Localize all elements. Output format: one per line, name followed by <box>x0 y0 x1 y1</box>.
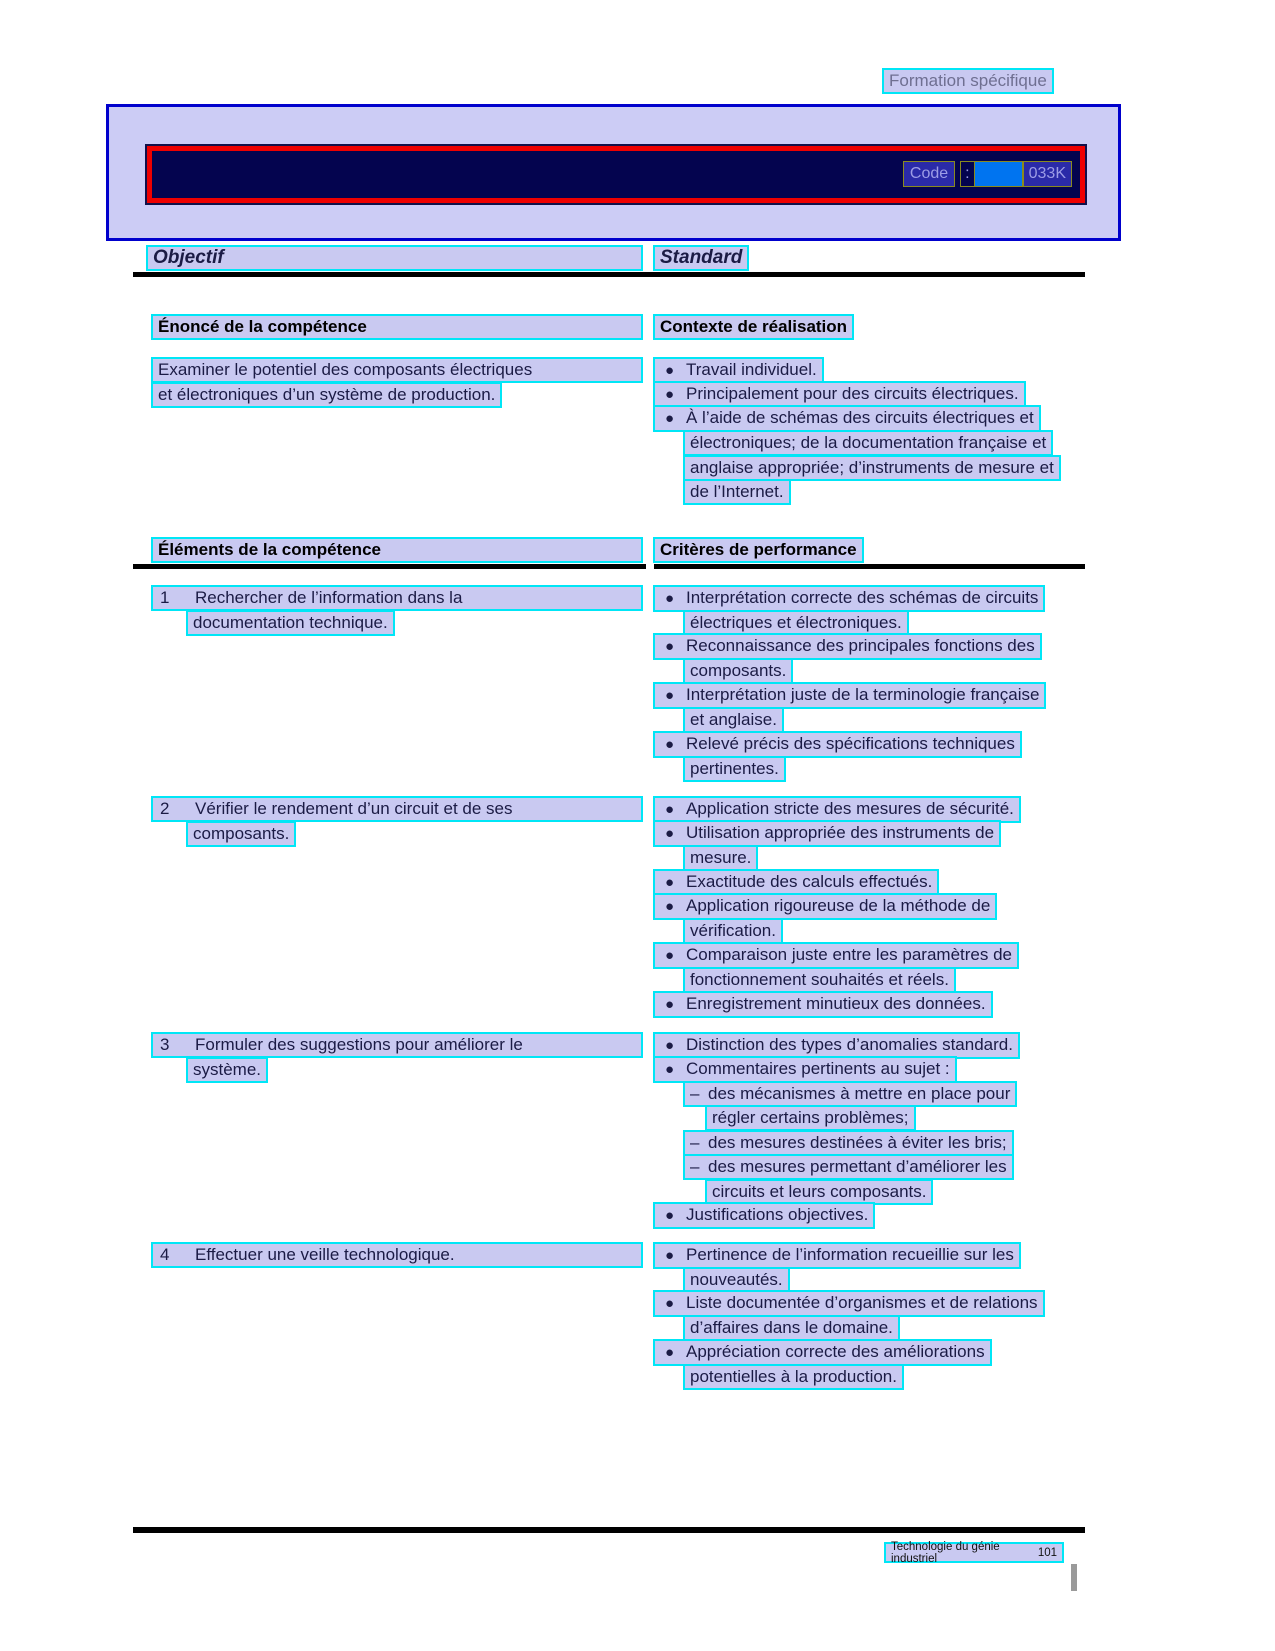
bullet-item: ● Pertinence de l’information recueillie sur les <box>655 1244 1019 1267</box>
item-line: composants. <box>188 823 294 845</box>
bullet-icon: ● <box>665 410 675 428</box>
bullet-item: ● Interprétation juste de la terminologie française <box>655 684 1044 707</box>
bullet-line: pertinentes. <box>685 758 784 780</box>
section1-headers <box>133 315 1085 339</box>
footer-text: Technologie du génie industriel <box>891 1540 1000 1565</box>
bullet-icon: ● <box>665 898 675 916</box>
bullet-item: ● Principalement pour des circuits électriques. <box>655 383 1024 406</box>
bullet-icon: ● <box>665 825 675 843</box>
item-line: 2 Vérifier le rendement d’un circuit et de ses <box>153 798 641 820</box>
sub-bullet-item: – des mécanismes à mettre en place pour <box>685 1083 1015 1105</box>
enonce-header: Énoncé de la compétence <box>153 316 641 338</box>
code-highlight-fill <box>975 161 1023 187</box>
text-cursor-mark <box>1071 1564 1077 1591</box>
item-line: 1 Rechercher de l’information dans la <box>153 587 641 609</box>
running-head: Formation spécifique <box>884 70 1052 92</box>
contexte-header: Contexte de réalisation <box>655 316 852 338</box>
bullet-item: ● Distinction des types d’anomalies standard. <box>655 1034 1018 1057</box>
bullet-line: potentielles à la production. <box>685 1366 902 1388</box>
bullet-item: ● Comparaison juste entre les paramètres de <box>655 944 1017 967</box>
bullet-icon: ● <box>665 361 675 379</box>
standard-heading: Standard <box>655 247 747 269</box>
sub-bullet-line: circuits et leurs composants. <box>707 1181 931 1203</box>
footer-rule <box>133 1527 1085 1533</box>
criteres-header: Critères de performance <box>655 539 862 561</box>
bullet-icon: ● <box>665 995 675 1013</box>
bullet-icon: ● <box>665 687 675 705</box>
bullet-line: électroniques; de la documentation française et <box>685 432 1051 454</box>
criteria-bullet-list <box>655 1243 1085 1389</box>
bullet-item: ● Exactitude des calculs effectués. <box>655 871 937 894</box>
competence-item-1 <box>133 586 1085 781</box>
bullet-line: nouveautés. <box>685 1269 788 1291</box>
item-line: 3 Formuler des suggestions pour améliorer le <box>153 1034 641 1056</box>
criteria-bullet-list <box>655 586 1085 781</box>
bullet-item: ● Relevé précis des spécifications techniques <box>655 733 1020 756</box>
bullet-icon: ● <box>665 1036 675 1054</box>
context-bullet-list <box>655 358 1085 504</box>
item-number: 4 <box>160 1245 170 1265</box>
section-divider <box>133 272 1085 277</box>
bullet-line: vérification. <box>685 920 781 942</box>
code-separator: : <box>960 161 974 187</box>
elements-header: Éléments de la compétence <box>153 539 641 561</box>
statement-line: Examiner le potentiel des composants électriques <box>153 359 641 381</box>
bullet-item: ● Utilisation appropriée des instruments de <box>655 822 999 845</box>
sub-bullet-item: – des mesures permettant d’améliorer les <box>685 1156 1012 1178</box>
bullet-icon: ● <box>665 1295 675 1313</box>
bullet-line: électriques et électroniques. <box>685 612 907 634</box>
criteria-bullet-list <box>655 797 1085 1017</box>
header-panel <box>106 104 1121 241</box>
bullet-icon: ● <box>665 736 675 754</box>
bullet-item: ● Enregistrement minutieux des données. <box>655 993 991 1016</box>
bullet-icon: ● <box>665 800 675 818</box>
code-value: 033K <box>1023 161 1072 187</box>
section1-body <box>133 358 1085 504</box>
item-line: 4 Effectuer une veille technologique. <box>153 1244 641 1266</box>
bullet-item: ● Travail individuel. <box>655 359 822 382</box>
objectif-standard-row <box>133 244 1085 271</box>
competence-statement <box>133 358 655 504</box>
footer-page-number: 101 <box>1037 1546 1057 1559</box>
bullet-item: ● Justifications objectives. <box>655 1204 873 1227</box>
bullet-line: composants. <box>685 660 791 682</box>
bullet-line: fonctionnement souhaités et réels. <box>685 969 954 991</box>
competence-item-4 <box>133 1243 1085 1389</box>
bullet-icon: ● <box>665 589 675 607</box>
bullet-icon: ● <box>665 1246 675 1264</box>
criteria-bullet-list <box>655 1033 1085 1228</box>
bullet-icon: ● <box>665 947 675 965</box>
course-code <box>903 161 1072 187</box>
bullet-icon: ● <box>665 873 675 891</box>
bullet-item: ● Liste documentée d’organismes et de relations <box>655 1292 1043 1315</box>
bullet-icon: ● <box>665 1344 675 1362</box>
bullet-item: ● Application stricte des mesures de sécurité. <box>655 798 1019 821</box>
dash-icon: – <box>690 1157 700 1177</box>
objectif-heading: Objectif <box>148 247 641 269</box>
bullet-item: ● Reconnaissance des principales fonctions des <box>655 635 1040 658</box>
bullet-icon: ● <box>665 1207 675 1225</box>
title-banner <box>147 146 1085 203</box>
sub-bullet-line: régler certains problèmes; <box>707 1107 914 1129</box>
bullet-item: ● Application rigoureuse de la méthode de <box>655 895 995 918</box>
bullet-line: anglaise appropriée; d’instruments de mesure et <box>685 457 1059 479</box>
bullet-line: d’affaires dans le domaine. <box>685 1317 898 1339</box>
bullet-line: et anglaise. <box>685 709 782 731</box>
item-number: 3 <box>160 1035 170 1055</box>
dash-icon: – <box>690 1083 700 1103</box>
bullet-item: ● Appréciation correcte des améliorations <box>655 1341 990 1364</box>
bullet-icon: ● <box>665 638 675 656</box>
competence-item-3 <box>133 1033 1085 1228</box>
code-label: Code <box>903 161 955 187</box>
section-divider <box>133 564 1085 569</box>
bullet-line: de l’Internet. <box>685 481 789 503</box>
section2-headers <box>133 538 1085 562</box>
item-number: 1 <box>160 588 170 608</box>
dash-icon: – <box>690 1132 700 1152</box>
item-line: documentation technique. <box>188 612 393 634</box>
bullet-item: ● Commentaires pertinents au sujet : <box>655 1058 955 1081</box>
bullet-item: ● Interprétation correcte des schémas de circuits <box>655 587 1043 610</box>
statement-line: et électroniques d’un système de production. <box>153 384 500 406</box>
bullet-item: ● À l’aide de schémas des circuits électriques et <box>655 407 1039 430</box>
sub-bullet-item: – des mesures destinées à éviter les bris; <box>685 1132 1012 1154</box>
item-number: 2 <box>160 799 170 819</box>
bullet-icon: ● <box>665 1061 675 1079</box>
bullet-line: mesure. <box>685 847 756 869</box>
item-line: système. <box>188 1059 266 1081</box>
bullet-icon: ● <box>665 386 675 404</box>
competence-item-2 <box>133 797 1085 1017</box>
footer <box>886 1540 1062 1565</box>
